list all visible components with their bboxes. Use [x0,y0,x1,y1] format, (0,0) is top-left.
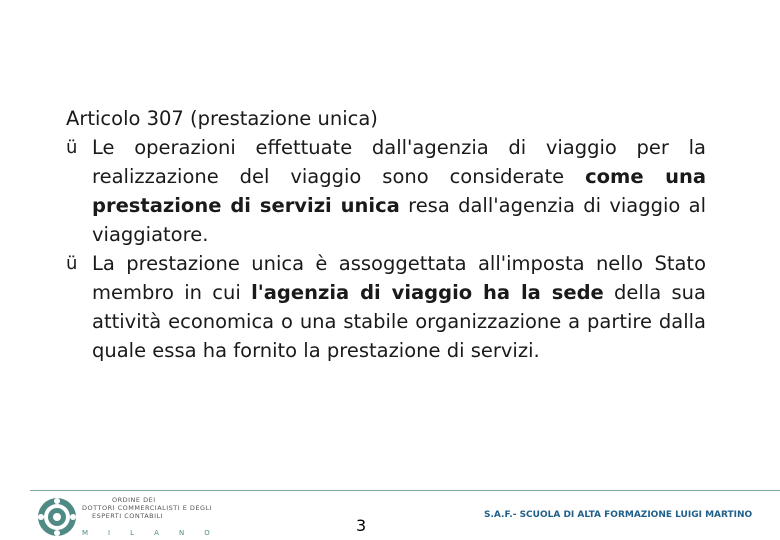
logo-line: ESPERTI CONTABILI [92,512,164,520]
logo-line: DOTTORI COMMERCIALISTI E DEGLI [82,504,213,512]
logo-city: MILANO [82,529,230,537]
footer-divider [30,490,780,491]
bullet-text: La prestazione unica è assoggettata all'imposta nello Stato membro in cui [92,252,706,304]
bullet-text: Le operazioni effettuate dall'agenzia di viaggio per la realizzazione del viaggio sono considerate [92,136,706,188]
slide-body [66,104,706,365]
bullet-item [66,249,706,365]
check-icon: ü [66,253,78,274]
article-heading: Articolo 307 (prestazione unica) [66,107,378,130]
school-name: S.A.F.- SCUOLA DI ALTA FORMAZIONE LUIGI MARTINO [484,510,753,520]
bullet-item [66,133,706,249]
odcec-logo [36,496,236,538]
logo-text [82,496,212,520]
bullet-text: resa dall'agenzia di viaggio al viaggiatore. [92,194,706,246]
page-number: 3 [356,516,367,535]
bullet-text: della sua attività economica o una stabile organizzazione a partire dalla quale essa ha fornito la prestazione di servizi. [92,281,706,362]
logo-emblem-icon [36,496,80,538]
bullet-bold-text: come una prestazione di servizi unica [92,165,706,217]
bullet-bold-text: l'agenzia di viaggio ha la sede [251,281,604,304]
check-icon: ü [66,137,78,158]
logo-line: ORDINE DEI [112,496,156,504]
